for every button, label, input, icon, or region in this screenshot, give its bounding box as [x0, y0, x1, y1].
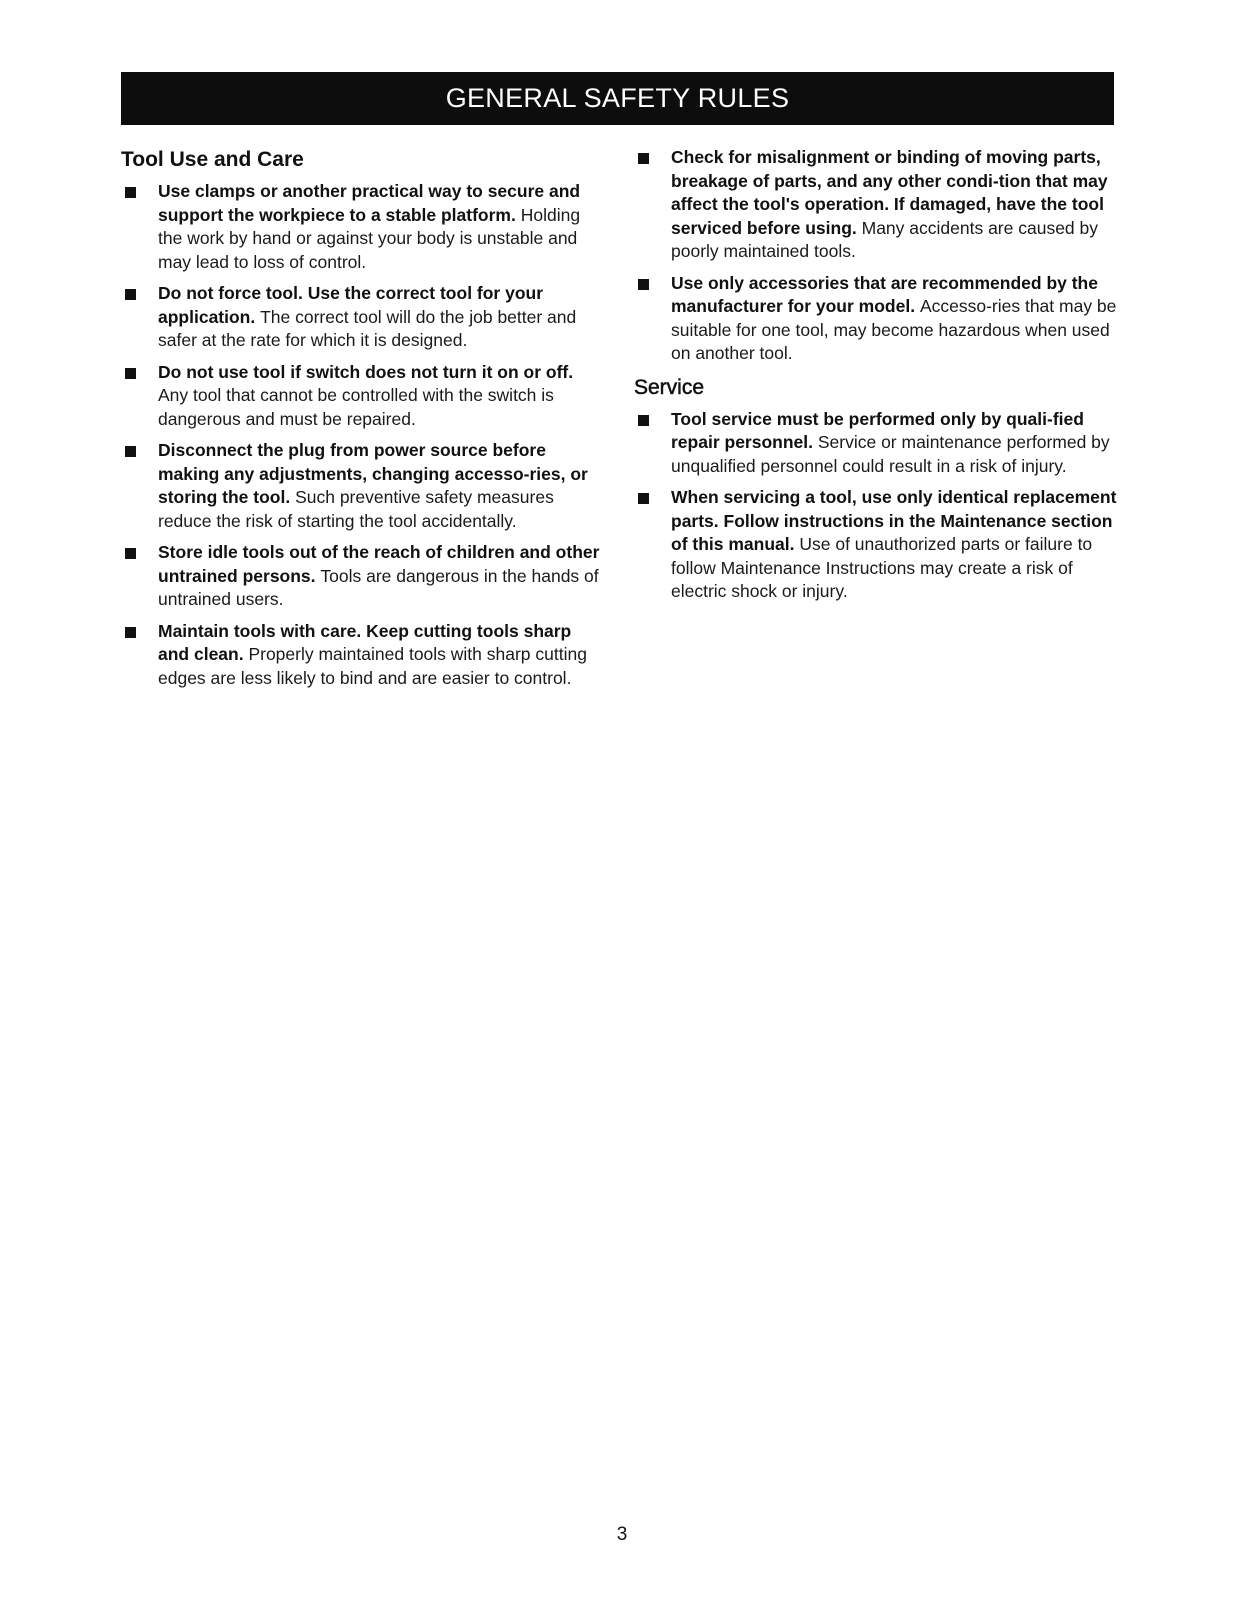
rule-bold-text: Tool service must be performed only by quali-fied repair personnel. [671, 408, 1084, 452]
rule-bold-text: Check for misalignment or binding of moving parts, breakage of parts, and any other condi-tion that may affect the tool's operation. If damaged, have the tool serviced before using. [671, 147, 1108, 238]
rule-bold-text: Disconnect the plug from power source before making any adjustments, changing accesso-ries, or storing the tool. [158, 440, 588, 507]
list-item [121, 180, 606, 274]
list-item [121, 282, 606, 353]
list-item [634, 272, 1119, 366]
list-item [121, 361, 606, 432]
list-item [634, 486, 1119, 604]
rule-body-text: Tools are dangerous in the hands of untrained users. [158, 565, 599, 609]
right-column [634, 146, 1119, 612]
square-bullet-icon [638, 415, 649, 426]
square-bullet-icon [638, 153, 649, 164]
rule-bold-text: Use clamps or another practical way to secure and support the workpiece to a stable platform. [158, 181, 581, 225]
square-bullet-icon [638, 493, 649, 504]
page-number: 3 [616, 1524, 628, 1545]
rule-body-text: Holding the work by hand or against your body is unstable and may lead to loss of control. [158, 204, 581, 272]
square-bullet-icon [125, 187, 136, 198]
list-item [121, 620, 606, 691]
rule-bold-text: Do not force tool. Use the correct tool for your application. [158, 283, 544, 327]
section-heading-service: Service [634, 375, 705, 399]
rule-body-text: Such preventive safety measures reduce the risk of starting the tool accidentally. [158, 487, 554, 531]
square-bullet-icon [125, 289, 136, 300]
rule-bold-text: Use only accessories that are recommended by the manufacturer for your model. [671, 272, 1098, 316]
rule-bold-text: Maintain tools with care. Keep cutting tools sharp and clean. [158, 620, 572, 664]
section-heading-tool-use: Tool Use and Care [121, 148, 304, 171]
rule-body-text: Any tool that cannot be controlled with the switch is dangerous and must be repaired. [158, 385, 554, 429]
page-title: GENERAL SAFETY RULES [121, 72, 1114, 125]
square-bullet-icon [125, 548, 136, 559]
square-bullet-icon [638, 279, 649, 290]
rule-body-text: The correct tool will do the job better and safer at the rate for which it is designed. [158, 306, 577, 350]
square-bullet-icon [125, 368, 136, 379]
rule-bold-text: Store idle tools out of the reach of children and other untrained persons. [158, 542, 600, 586]
rule-bold-text: Do not use tool if switch does not turn it on or off. [158, 361, 574, 382]
list-item [121, 439, 606, 533]
rule-body-text: Many accidents are caused by poorly maintained tools. [671, 217, 1099, 261]
rule-body-text: Service or maintenance performed by unqualified personnel could result in a risk of injury. [671, 432, 1110, 476]
left-column [121, 146, 606, 698]
square-bullet-icon [125, 446, 136, 457]
rule-body-text: Properly maintained tools with sharp cutting edges are less likely to bind and are easier to control. [158, 644, 587, 688]
list-item [634, 146, 1119, 264]
list-item [121, 541, 606, 612]
rule-bold-text: When servicing a tool, use only identical replacement parts. Follow instructions in the Maintenance section of this manual. [671, 487, 1117, 554]
square-bullet-icon [125, 627, 136, 638]
rule-body-text: Accesso-ries that may be suitable for one tool, may become hazardous when used on another tool. [671, 296, 1117, 363]
rule-body-text: Use of unauthorized parts or failure to follow Maintenance Instructions may create a risk of electric shock or injury. [671, 534, 1093, 601]
list-item [634, 408, 1119, 479]
